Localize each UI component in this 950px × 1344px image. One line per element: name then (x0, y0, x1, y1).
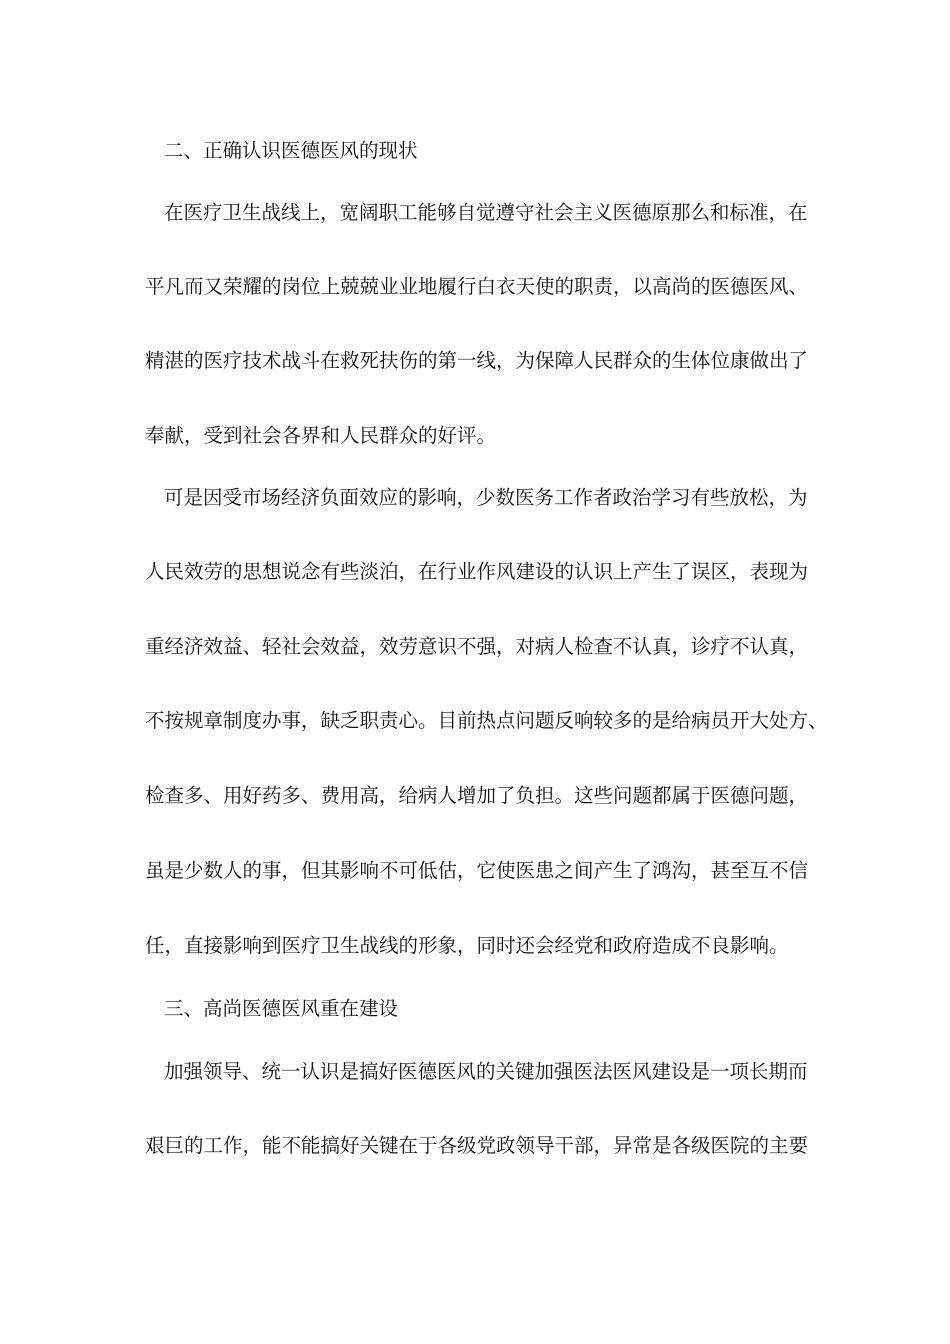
paragraph-line: 检查多、用好药多、费用高，给病人增加了负担。这些问题都属于医德问题， (145, 784, 809, 807)
paragraph-line: 奉献，受到社会各界和人民群众的好评。 (145, 424, 497, 447)
paragraph-line: 任，直接影响到医疗卫生战线的形象，同时还会经党和政府造成不良影响。 (145, 934, 789, 957)
paragraph-line: 精湛的医疗技术战斗在救死扶伤的第一线，为保障人民群众的生体位康做出了 (145, 349, 809, 372)
paragraph-line: 可是因受市场经济负面效应的影响，少数医务工作者政治学习有些放松，为 (164, 486, 808, 509)
paragraph-line: 在医疗卫生战线上，宽阔职工能够自觉遵守社会主义医德原那么和标准，在 (164, 201, 808, 224)
paragraph-line: 不按规章制度办事，缺乏职责心。目前热点问题反响较多的是给病员开大处方、 (145, 709, 828, 732)
paragraph-line: 平凡而又荣耀的岗位上兢兢业业地履行白衣天使的职责，以高尚的医德医风、 (145, 275, 809, 298)
paragraph-line: 艰巨的工作，能不能搞好关键在于各级党政领导干部，异常是各级医院的主要 (145, 1134, 809, 1157)
paragraph-line: 虽是少数人的事，但其影响不可低估，它使医患之间产生了鸿沟，甚至互不信 (145, 859, 809, 882)
paragraph-line: 加强领导、统一认识是搞好医德医风的关键加强医法医风建设是一项长期而 (164, 1060, 808, 1083)
paragraph-line: 人民效劳的思想说念有些淡泊，在行业作风建设的认识上产生了误区，表现为 (145, 560, 809, 583)
section-heading-3: 三、高尚医德医风重在建设 (164, 997, 399, 1020)
section-heading-2: 二、正确认识医德医风的现状 (164, 139, 418, 162)
paragraph-line: 重经济效益、轻社会效益，效劳意识不强，对病人检查不认真，诊疗不认真， (145, 635, 809, 658)
